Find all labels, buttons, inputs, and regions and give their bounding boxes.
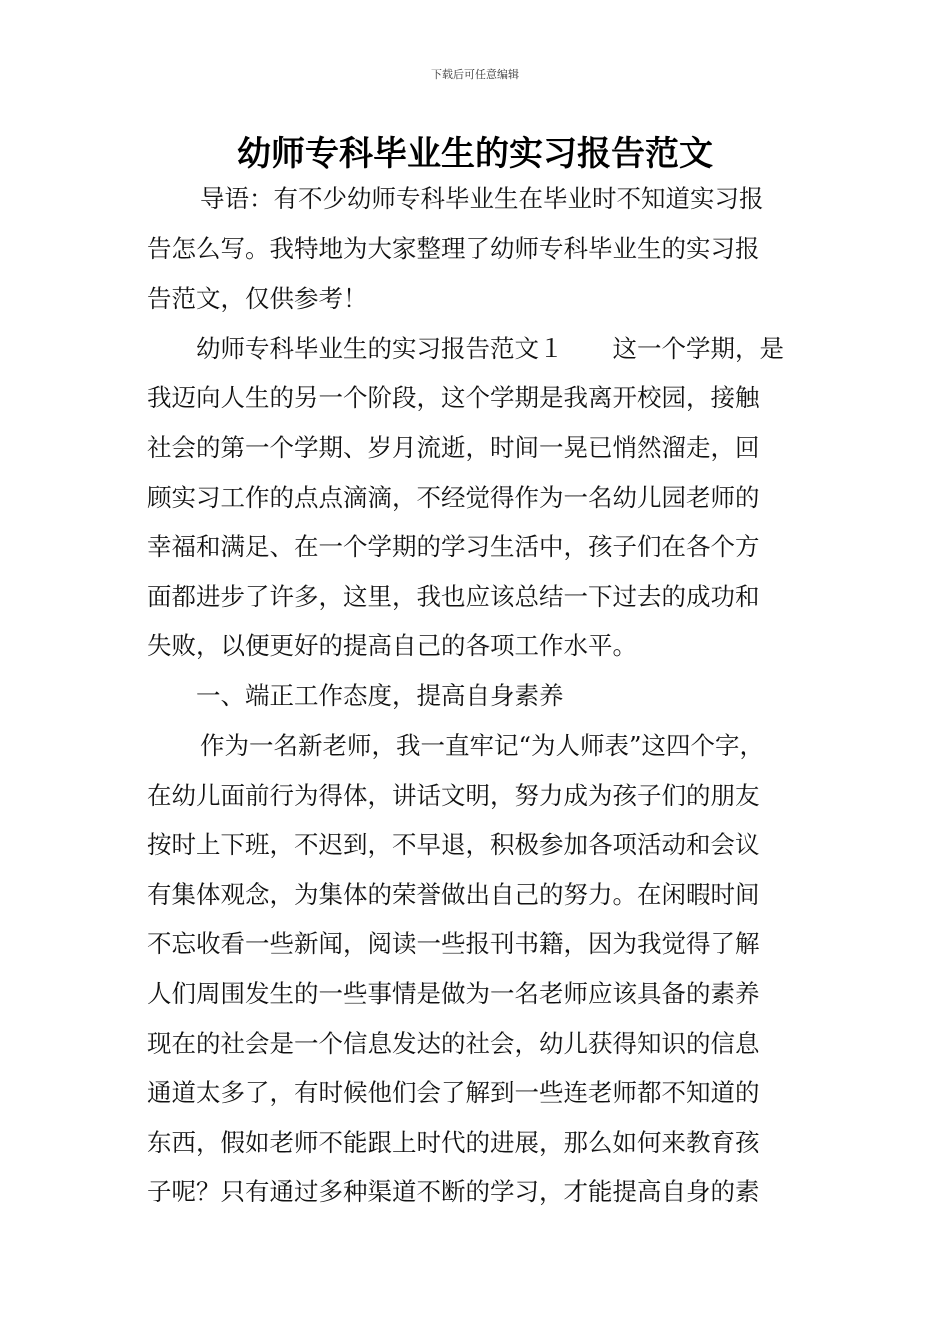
paragraph-line: 通道太多了，有时候他们会了解到一些连老师都不知道的	[147, 1078, 760, 1107]
paragraph-line: 我迈向人生的另一个阶段，这个学期是我离开校园，接触	[147, 383, 760, 412]
header-note: 下载后可任意编辑	[431, 68, 519, 81]
paragraph-line: 告范文，仅供参考！	[147, 284, 368, 313]
document-title: 幼师专科毕业生的实习报告范文	[237, 134, 713, 174]
paragraph-line: 告怎么写。我特地为大家整理了幼师专科毕业生的实习报	[147, 234, 760, 263]
paragraph-line: 子呢？只有通过多种渠道不断的学习，才能提高自身的素	[147, 1177, 760, 1206]
paragraph-line: 顾实习工作的点点滴滴，不经觉得作为一名幼儿园老师的	[147, 483, 760, 512]
paragraph-line: 幼师专科毕业生的实习报告范文１ 这一个学期，是	[196, 334, 784, 363]
paragraph-line: 社会的第一个学期、岁月流逝，时间一晃已悄然溜走，回	[147, 433, 760, 462]
paragraph-line: 作为一名新老师，我一直牢记“为人师表”这四个字，	[200, 731, 765, 760]
paragraph-line: 在幼儿面前行为得体，讲话文明，努力成为孩子们的朋友	[147, 781, 760, 810]
paragraph-line: 面都进步了许多，这里，我也应该总结一下过去的成功和	[147, 582, 760, 611]
paragraph-line: 人们周围发生的一些事情是做为一名老师应该具备的素养	[147, 979, 760, 1008]
paragraph-line: 按时上下班，不迟到，不早退，积极参加各项活动和会议	[147, 830, 760, 859]
paragraph-line: 有集体观念，为集体的荣誉做出自己的努力。在闲暇时间	[147, 880, 760, 909]
paragraph-line: 不忘收看一些新闻，阅读一些报刊书籍，因为我觉得了解	[147, 929, 760, 958]
paragraph-line: 东西，假如老师不能跟上时代的进展，那么如何来教育孩	[147, 1128, 760, 1157]
paragraph-line: 失败，以便更好的提高自己的各项工作水平。	[147, 631, 637, 660]
section-heading: 一、端正工作态度，提高自身素养	[196, 681, 564, 710]
paragraph-line: 幸福和满足、在一个学期的学习生活中，孩子们在各个方	[147, 532, 760, 561]
paragraph-line: 现在的社会是一个信息发达的社会，幼儿获得知识的信息	[147, 1029, 760, 1058]
paragraph-line: 导语：有不少幼师专科毕业生在毕业时不知道实习报	[200, 184, 764, 213]
